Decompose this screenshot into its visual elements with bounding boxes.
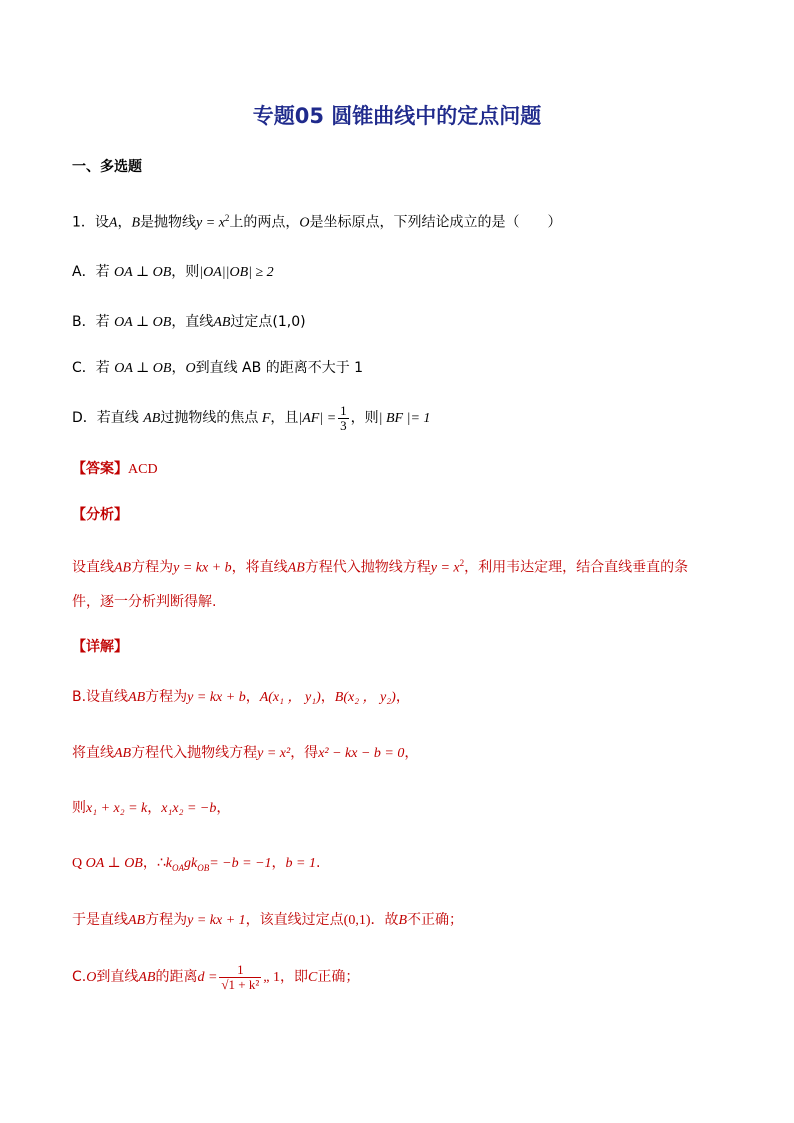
question-stem: 1．设A，B是抛物线$y = x^2$上的两点，O是坐标原点，下列结论成立的是（ ） bbox=[72, 213, 562, 231]
analysis-line-2: 件，逐一分析判断得解. bbox=[72, 594, 217, 610]
answer-value: ACD bbox=[128, 462, 158, 477]
option-a: A．若 OA ⊥ OB，则|OA||OB| ≥ 2 bbox=[72, 264, 274, 280]
page-title: 专题05 圆锥曲线中的定点问题 bbox=[252, 104, 542, 128]
detail-line-4: Q OA ⊥ OB，$\therefore k_{OA}gk_{OB}= -b = -1$，b = 1. bbox=[72, 855, 321, 873]
analysis-heading: 【分析】 bbox=[72, 507, 128, 523]
answer-line bbox=[72, 459, 158, 480]
option-c: C．若 OA ⊥ OB，O到直线 AB 的距离不大于 1 bbox=[72, 360, 364, 376]
detail-line-6: C.O到直线AB的距离d = $\frac{1}{\text{√1 + k²}}$ „ 1，即C正确； bbox=[72, 961, 360, 992]
detail-line-1: B.设直线AB方程为y = kx + b，A(x₁ ， y₁)，B(x₂ ， y₂)， bbox=[72, 689, 410, 705]
detail-line-3: 则x₁ + x₂ = k，x₁x₂ = −b， bbox=[72, 800, 231, 816]
section-heading: 一、多选题 bbox=[72, 159, 142, 175]
answer-tag: 【答案】 bbox=[72, 461, 128, 477]
analysis-line-1: 设直线AB方程为y = kx + b，将直线AB方程代入抛物线方程$y = x^2$，利用韦达定理，结合直线垂直的条 bbox=[72, 558, 689, 576]
fraction-one-third: $\frac{1}{3}$ bbox=[340, 402, 347, 433]
detail-line-5: 于是直线AB方程为y = kx + 1，该直线过定点(0,1)．故B不正确； bbox=[72, 912, 464, 928]
detail-line-2: 将直线AB方程代入抛物线方程y = x²，得x² − kx − b = 0， bbox=[72, 745, 419, 761]
distance-fraction: $\frac{1}{\text{√1 + k²}}$ bbox=[221, 961, 260, 992]
detail-heading: 【详解】 bbox=[72, 639, 128, 655]
option-b: B．若 OA ⊥ OB，直线AB过定点(1,0) bbox=[72, 314, 306, 330]
option-d: D．若直线 AB过抛物线的焦点 F，且|AF| = $\frac{1}{3}$ ，则| BF |= 1 bbox=[72, 402, 431, 433]
